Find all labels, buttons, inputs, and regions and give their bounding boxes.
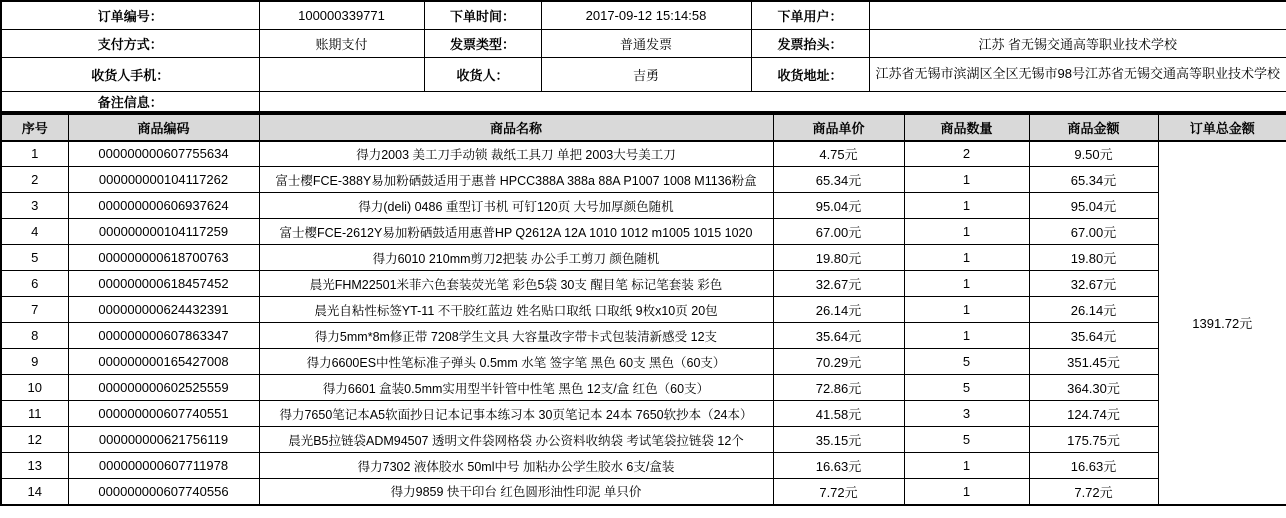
unit-price-cell: 4.75元 [773,141,904,167]
order-user-label: 下单用户： [751,1,869,29]
unit-price-cell: 65.34元 [773,167,904,193]
row-index-cell: 13 [1,453,68,479]
row-index-cell: 1 [1,141,68,167]
product-row [1,297,1286,323]
quantity-cell: 5 [904,427,1029,453]
amount-cell: 9.50元 [1029,141,1158,167]
product-row [1,271,1286,297]
product-name-cell: 得力2003 美工刀手动锁 裁纸工具刀 单把 2003大号美工刀 [259,141,773,167]
unit-price-cell: 67.00元 [773,219,904,245]
payment-method-value: 账期支付 [259,29,424,57]
product-name-cell: 富士樱FCE-388Y易加粉硒鼓适用于惠普 HPCC388A 388a 88A P1007 1008 M1136粉盒 [259,167,773,193]
order-info-row-1 [1,1,1286,29]
product-row [1,141,1286,167]
product-row [1,167,1286,193]
unit-price-cell: 19.80元 [773,245,904,271]
product-row [1,427,1286,453]
address-value: 江苏省无锡市滨湖区全区无锡市98号江苏省无锡交通高等职业技术学校 [869,57,1286,91]
row-index-cell: 3 [1,193,68,219]
quantity-cell: 5 [904,375,1029,401]
quantity-cell: 1 [904,453,1029,479]
row-index-cell: 8 [1,323,68,349]
row-index-cell: 9 [1,349,68,375]
unit-price-cell: 26.14元 [773,297,904,323]
product-row [1,349,1286,375]
invoice-type-value: 普通发票 [541,29,751,57]
row-index-cell: 5 [1,245,68,271]
amount-cell: 351.45元 [1029,349,1158,375]
unit-price-cell: 7.72元 [773,479,904,505]
quantity-cell: 1 [904,219,1029,245]
order-total-amount: 1391.72元 [1158,141,1286,505]
quantity-cell: 1 [904,193,1029,219]
order-info-row-4 [1,91,1286,112]
invoice-title-label: 发票抬头： [751,29,869,57]
product-row [1,401,1286,427]
order-number-value: 100000339771 [259,1,424,29]
amount-cell: 364.30元 [1029,375,1158,401]
invoice-type-label: 发票类型： [424,29,541,57]
amount-cell: 7.72元 [1029,479,1158,505]
quantity-cell: 2 [904,141,1029,167]
product-row [1,323,1286,349]
unit-price-cell: 35.64元 [773,323,904,349]
product-code-cell: 000000000618457452 [68,271,259,297]
col-header-index: 序号 [1,114,68,141]
products-header-row [1,114,1286,141]
quantity-cell: 1 [904,479,1029,505]
product-name-cell: 晨光自粘性标签YT-11 不干胶红蓝边 姓名贴口取纸 口取纸 9枚x10页 20包 [259,297,773,323]
product-code-cell: 000000000607863347 [68,323,259,349]
order-time-label: 下单时间： [424,1,541,29]
product-code-cell: 000000000607740556 [68,479,259,505]
amount-cell: 26.14元 [1029,297,1158,323]
product-code-cell: 000000000104117259 [68,219,259,245]
unit-price-cell: 70.29元 [773,349,904,375]
receiver-phone-value [259,57,424,91]
remark-value [259,91,1286,112]
product-name-cell: 得力7302 液体胶水 50ml中号 加粘办公学生胶水 6支/盒装 [259,453,773,479]
amount-cell: 16.63元 [1029,453,1158,479]
product-row [1,193,1286,219]
product-code-cell: 000000000607755634 [68,141,259,167]
row-index-cell: 7 [1,297,68,323]
unit-price-cell: 35.15元 [773,427,904,453]
product-code-cell: 000000000165427008 [68,349,259,375]
amount-cell: 95.04元 [1029,193,1158,219]
unit-price-cell: 72.86元 [773,375,904,401]
address-label: 收货地址： [751,57,869,91]
col-header-order-total: 订单总金额 [1158,114,1286,141]
order-info-table [0,0,1286,113]
product-name-cell: 晨光B5拉链袋ADM94507 透明文件袋网格袋 办公资料收纳袋 考试笔袋拉链袋 12个 [259,427,773,453]
payment-method-label: 支付方式： [1,29,259,57]
col-header-unit-price: 商品单价 [773,114,904,141]
col-header-product-name: 商品名称 [259,114,773,141]
receiver-label: 收货人： [424,57,541,91]
product-code-cell: 000000000607740551 [68,401,259,427]
product-row [1,375,1286,401]
product-name-cell: 富士樱FCE-2612Y易加粉硒鼓适用惠普HP Q2612A 12A 1010 1012 m1005 1015 1020 [259,219,773,245]
quantity-cell: 1 [904,323,1029,349]
quantity-cell: 1 [904,245,1029,271]
receiver-value: 吉勇 [541,57,751,91]
amount-cell: 67.00元 [1029,219,1158,245]
quantity-cell: 1 [904,271,1029,297]
quantity-cell: 1 [904,167,1029,193]
product-code-cell: 000000000606937624 [68,193,259,219]
product-name-cell: 得力7650笔记本A5软面抄日记本记事本练习本 30页笔记本 24本 7650软抄本（24本） [259,401,773,427]
col-header-amount: 商品金额 [1029,114,1158,141]
product-code-cell: 000000000618700763 [68,245,259,271]
quantity-cell: 1 [904,297,1029,323]
product-name-cell: 得力6601 盒装0.5mm实用型半针管中性笔 黑色 12支/盒 红色（60支） [259,375,773,401]
products-tbody [1,141,1286,505]
row-index-cell: 4 [1,219,68,245]
product-code-cell: 000000000104117262 [68,167,259,193]
amount-cell: 65.34元 [1029,167,1158,193]
order-number-label: 订单编号： [1,1,259,29]
product-row [1,453,1286,479]
product-name-cell: 得力(deli) 0486 重型订书机 可钉120页 大号加厚颜色随机 [259,193,773,219]
product-name-cell: 晨光FHM22501米菲六色套装荧光笔 彩色5袋 30支 醒目笔 标记笔套装 彩色 [259,271,773,297]
remark-label: 备注信息： [1,91,259,112]
amount-cell: 175.75元 [1029,427,1158,453]
amount-cell: 35.64元 [1029,323,1158,349]
col-header-quantity: 商品数量 [904,114,1029,141]
col-header-product-code: 商品编码 [68,114,259,141]
row-index-cell: 14 [1,479,68,505]
row-index-cell: 10 [1,375,68,401]
order-user-value [869,1,1286,29]
amount-cell: 32.67元 [1029,271,1158,297]
row-index-cell: 6 [1,271,68,297]
product-code-cell: 000000000624432391 [68,297,259,323]
row-index-cell: 12 [1,427,68,453]
product-code-cell: 000000000602525559 [68,375,259,401]
product-name-cell: 得力6010 210mm剪刀2把装 办公手工剪刀 颜色随机 [259,245,773,271]
product-name-cell: 得力6600ES中性笔标准子弹头 0.5mm 水笔 签字笔 黑色 60支 黑色（60支） [259,349,773,375]
unit-price-cell: 32.67元 [773,271,904,297]
product-row [1,245,1286,271]
product-code-cell: 000000000621756119 [68,427,259,453]
product-name-cell: 得力9859 快干印台 红色圆形油性印泥 单只价 [259,479,773,505]
products-header [1,114,1286,141]
order-time-value: 2017-09-12 15:14:58 [541,1,751,29]
unit-price-cell: 16.63元 [773,453,904,479]
amount-cell: 124.74元 [1029,401,1158,427]
product-row [1,479,1286,505]
products-table [0,113,1286,506]
quantity-cell: 5 [904,349,1029,375]
order-info-row-3 [1,57,1286,91]
receiver-phone-label: 收货人手机： [1,57,259,91]
row-index-cell: 11 [1,401,68,427]
amount-cell: 19.80元 [1029,245,1158,271]
invoice-title-value: 江苏 省无锡交通高等职业技术学校 [869,29,1286,57]
product-code-cell: 000000000607711978 [68,453,259,479]
product-name-cell: 得力5mm*8m修正带 7208学生文具 大容量改字带卡式包装清新感受 12支 [259,323,773,349]
unit-price-cell: 95.04元 [773,193,904,219]
order-info-row-2 [1,29,1286,57]
product-row [1,219,1286,245]
quantity-cell: 3 [904,401,1029,427]
row-index-cell: 2 [1,167,68,193]
unit-price-cell: 41.58元 [773,401,904,427]
